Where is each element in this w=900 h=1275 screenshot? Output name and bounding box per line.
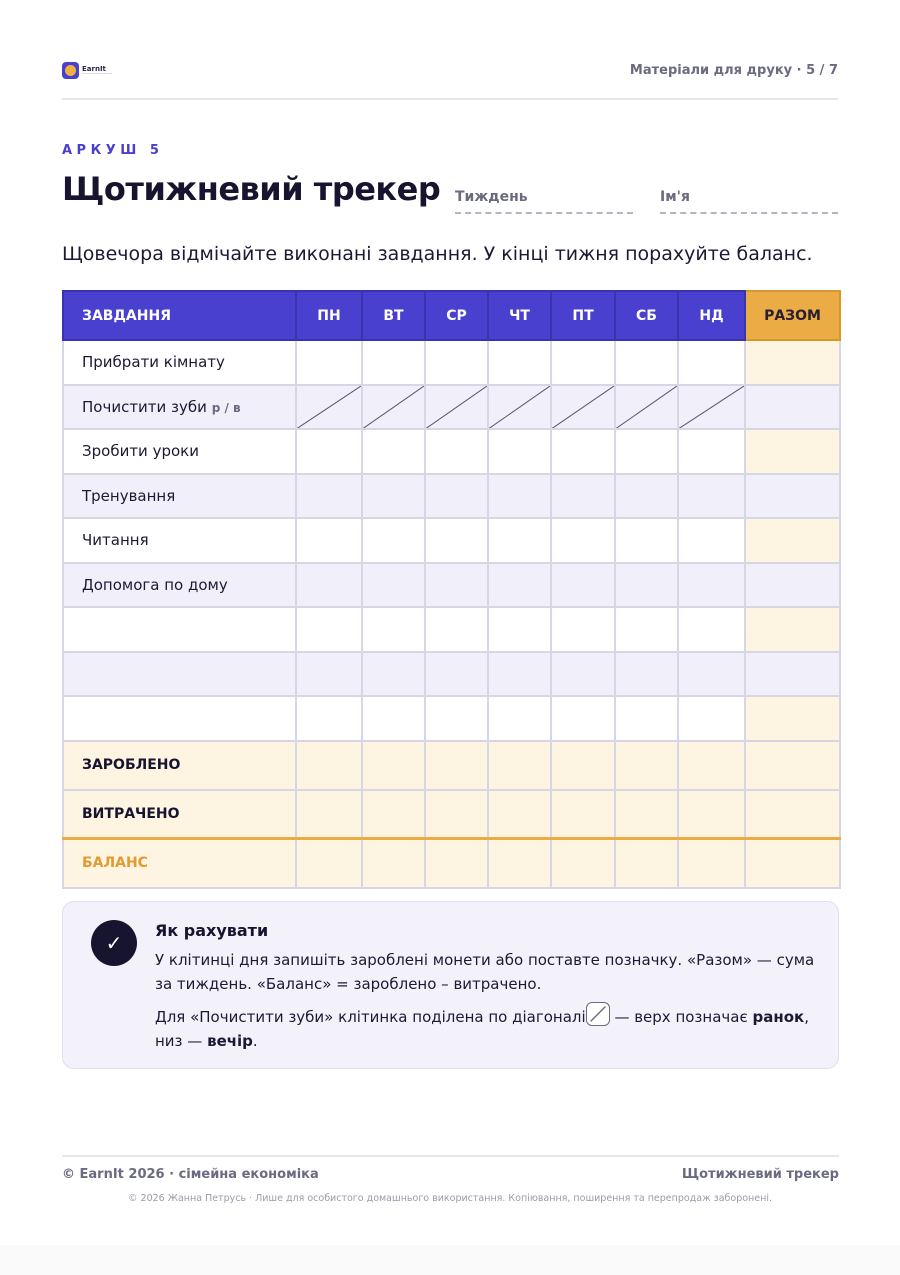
task-label: Прибрати кімнату [63, 340, 296, 385]
spent-cell[interactable] [678, 790, 745, 839]
day-cell[interactable] [296, 518, 362, 563]
total-cell[interactable] [745, 652, 840, 697]
spent-total-cell[interactable] [745, 790, 840, 839]
day-cell[interactable] [362, 652, 425, 697]
spent-cell[interactable] [296, 790, 362, 839]
earned-cell[interactable] [362, 741, 425, 790]
intro-text: Щовечора відмічайте виконані завдання. У кінці тижня порахуйте баланс. [62, 243, 813, 265]
task-label: Допомога по дому [63, 563, 296, 608]
table-row [63, 563, 840, 608]
day-cell[interactable] [488, 607, 551, 652]
balance-cell[interactable] [678, 839, 745, 888]
task-label: Тренування [63, 474, 296, 519]
day-cell[interactable] [425, 696, 488, 741]
day-cell[interactable] [488, 696, 551, 741]
day-header: ПТ [551, 291, 615, 340]
page-info: Матеріали для друку · 5 / 7 [629, 63, 838, 78]
day-cell[interactable] [362, 563, 425, 608]
day-header: ЧТ [488, 291, 551, 340]
day-cell[interactable] [615, 429, 678, 474]
spent-cell[interactable] [362, 790, 425, 839]
day-cell[interactable] [615, 607, 678, 652]
total-cell[interactable] [745, 385, 840, 430]
day-header: ПН [296, 291, 362, 340]
day-cell[interactable] [678, 429, 745, 474]
day-cell[interactable] [362, 518, 425, 563]
page-bottom-band [0, 1245, 900, 1275]
morning-evening-hint: р / в [211, 400, 241, 415]
task-label [63, 607, 296, 652]
checkmark-icon: ✓ [91, 920, 137, 966]
day-cell[interactable] [425, 518, 488, 563]
day-cell[interactable] [425, 340, 488, 385]
balance-cell[interactable] [551, 839, 615, 888]
total-column-header: РАЗОМ [745, 291, 840, 340]
day-cell[interactable] [678, 474, 745, 519]
footer-brand: © EarnIt 2026 · сімейна економіка [62, 1167, 319, 1182]
table-row [63, 429, 840, 474]
task-column-header: ЗАВДАННЯ [63, 291, 296, 340]
day-cell[interactable] [551, 474, 615, 519]
day-cell[interactable] [551, 696, 615, 741]
day-cell[interactable] [678, 607, 745, 652]
footer-legal: © 2026 Жанна Петрусь · Лише для особистого домашнього використання. Копіювання, поширення та перепродаж заборонені. [128, 1193, 772, 1204]
spent-label: ВИТРАЧЕНО [63, 790, 296, 839]
week-field[interactable] [455, 186, 633, 214]
table-row [63, 652, 840, 697]
earned-cell[interactable] [425, 741, 488, 790]
total-cell[interactable] [745, 607, 840, 652]
day-cell[interactable] [551, 340, 615, 385]
day-cell[interactable] [551, 563, 615, 608]
day-cell[interactable] [678, 652, 745, 697]
footer-divider [62, 1155, 839, 1157]
day-cell[interactable] [425, 385, 488, 430]
logo-text: EarnIt [82, 65, 106, 73]
day-cell[interactable] [615, 696, 678, 741]
day-cell[interactable] [488, 340, 551, 385]
day-cell[interactable] [425, 474, 488, 519]
day-cell[interactable] [425, 429, 488, 474]
balance-total-cell[interactable] [745, 839, 840, 888]
spent-row [63, 790, 840, 839]
task-label: Читання [63, 518, 296, 563]
earned-cell[interactable] [615, 741, 678, 790]
weekly-tracker-table [62, 290, 841, 889]
day-cell[interactable] [551, 652, 615, 697]
earned-cell[interactable] [488, 741, 551, 790]
spent-cell[interactable] [425, 790, 488, 839]
brand-logo [62, 62, 112, 79]
balance-cell[interactable] [488, 839, 551, 888]
week-label: Тиждень [455, 189, 528, 205]
day-cell[interactable] [615, 518, 678, 563]
name-label: Ім'я [660, 189, 690, 205]
day-header: ВТ [362, 291, 425, 340]
table-row [63, 340, 840, 385]
note-paragraph: У клітинці дня запишіть зароблені монети або поставте позначку. «Разом» — сума за тиждень. «Баланс» = зароблено – витрачено. [155, 951, 815, 993]
note-paragraph: Для «Почистити зуби» клітинка поділена по діагоналі — верх позначає ранок, низ — вечір. [155, 1002, 825, 1053]
earned-row [63, 741, 840, 790]
sheet-eyebrow: АРКУШ 5 [62, 143, 164, 158]
day-cell[interactable] [296, 607, 362, 652]
task-label [63, 652, 296, 697]
day-cell[interactable] [296, 474, 362, 519]
task-label: Почистити зуби р / в [63, 385, 296, 430]
page-title: Щотижневий трекер [62, 170, 441, 208]
earned-cell[interactable] [296, 741, 362, 790]
day-cell[interactable] [488, 652, 551, 697]
total-cell[interactable] [745, 474, 840, 519]
total-cell[interactable] [745, 563, 840, 608]
day-cell[interactable] [488, 429, 551, 474]
balance-cell[interactable] [296, 839, 362, 888]
day-header: СБ [615, 291, 678, 340]
day-header: НД [678, 291, 745, 340]
day-cell[interactable] [615, 474, 678, 519]
name-field[interactable] [660, 186, 838, 214]
total-cell[interactable] [745, 340, 840, 385]
day-cell[interactable] [551, 429, 615, 474]
day-cell[interactable] [362, 474, 425, 519]
day-cell[interactable] [425, 607, 488, 652]
day-cell[interactable] [551, 607, 615, 652]
day-cell[interactable] [362, 696, 425, 741]
day-cell[interactable] [296, 563, 362, 608]
earned-cell[interactable] [551, 741, 615, 790]
page-header [62, 60, 838, 100]
day-header: СР [425, 291, 488, 340]
day-cell[interactable] [615, 340, 678, 385]
day-cell[interactable] [488, 518, 551, 563]
spent-cell[interactable] [551, 790, 615, 839]
table-row [63, 474, 840, 519]
day-cell[interactable] [615, 563, 678, 608]
day-cell[interactable] [678, 696, 745, 741]
diagonal-cell-icon [586, 1002, 610, 1026]
day-cell[interactable] [488, 474, 551, 519]
day-cell[interactable] [296, 429, 362, 474]
day-cell[interactable] [296, 385, 362, 430]
task-label [63, 696, 296, 741]
day-cell[interactable] [551, 385, 615, 430]
day-cell[interactable] [488, 385, 551, 430]
day-cell[interactable] [551, 518, 615, 563]
how-to-note [62, 901, 839, 1069]
day-cell[interactable] [678, 518, 745, 563]
balance-row [63, 839, 840, 888]
day-cell[interactable] [678, 340, 745, 385]
balance-cell[interactable] [425, 839, 488, 888]
table-row [63, 607, 840, 652]
table-header-row [63, 291, 840, 340]
total-cell[interactable] [745, 696, 840, 741]
note-title: Як рахувати [155, 921, 269, 940]
balance-cell[interactable] [362, 839, 425, 888]
day-cell[interactable] [488, 563, 551, 608]
table-row [63, 518, 840, 563]
table-row [63, 385, 840, 430]
day-cell[interactable] [362, 429, 425, 474]
day-cell[interactable] [362, 340, 425, 385]
earned-label: ЗАРОБЛЕНО [63, 741, 296, 790]
day-cell[interactable] [425, 563, 488, 608]
day-cell[interactable] [615, 652, 678, 697]
day-cell[interactable] [296, 340, 362, 385]
day-cell[interactable] [362, 607, 425, 652]
coin-icon [62, 62, 79, 79]
day-cell[interactable] [425, 652, 488, 697]
table-row [63, 696, 840, 741]
spent-cell[interactable] [615, 790, 678, 839]
day-cell[interactable] [296, 696, 362, 741]
earned-cell[interactable] [678, 741, 745, 790]
logo-tagline: сімейна економіка для дітей [82, 73, 113, 75]
footer-title: Щотижневий трекер [681, 1167, 839, 1182]
earned-total-cell[interactable] [745, 741, 840, 790]
total-cell[interactable] [745, 518, 840, 563]
balance-cell[interactable] [615, 839, 678, 888]
total-cell[interactable] [745, 429, 840, 474]
day-cell[interactable] [678, 563, 745, 608]
task-label: Зробити уроки [63, 429, 296, 474]
day-cell[interactable] [296, 652, 362, 697]
day-cell[interactable] [615, 385, 678, 430]
day-cell[interactable] [678, 385, 745, 430]
balance-label: БАЛАНС [63, 839, 296, 888]
spent-cell[interactable] [488, 790, 551, 839]
day-cell[interactable] [362, 385, 425, 430]
